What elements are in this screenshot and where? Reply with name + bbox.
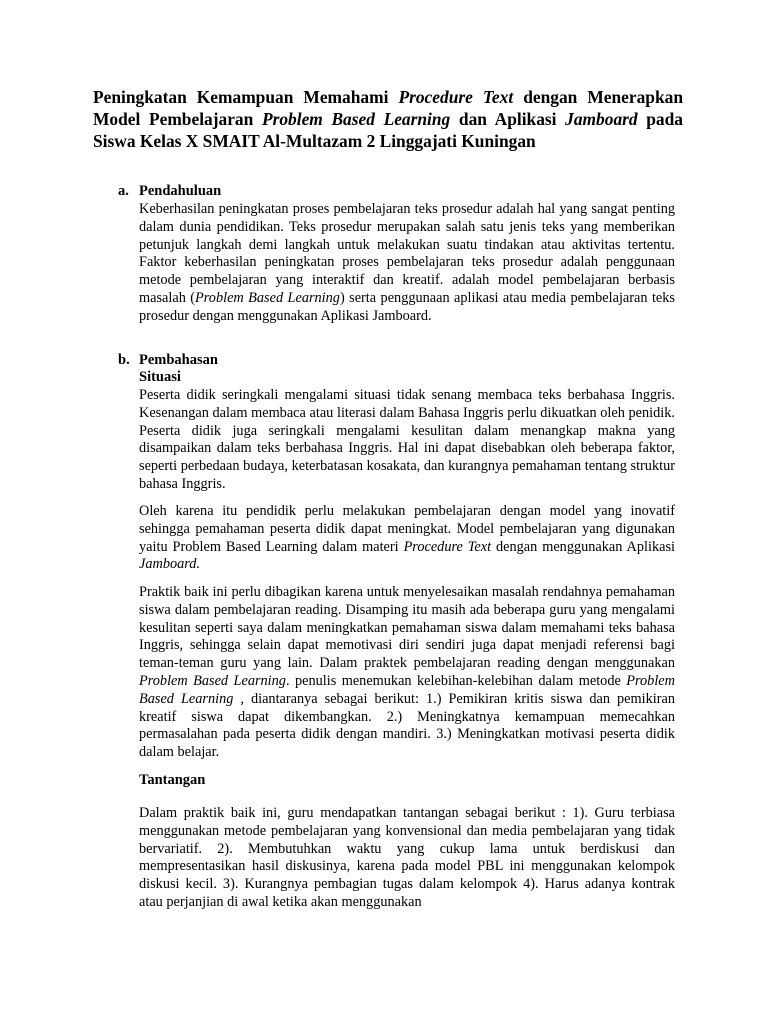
section-b-title: Pembahasan: [139, 352, 218, 368]
pendahuluan-paragraph: Keberhasilan peningkatan proses pembelajaran teks prosedur adalah hal yang sangat penting dalam dunia pendidikan. Teks prosedur merupakan salah satu jenis teks yang memberikan petunjuk langkah demi langkah untuk melakukan suatu tindakan atau aktivitas tertentu. Faktor keberhasilan peningkatan proses pembelajaran teks prosedur adalah penggunaan metode pembelajaran yang interaktif dan kreatif. adalah model pembelajaran berbasis masalah (Problem Based Learning) serta penggunaan aplikasi atau media pembelajaran teks prosedur dengan menggunakan Aplikasi Jamboard.: [139, 201, 675, 324]
situasi-paragraph-3: Praktik baik ini perlu dibagikan karena untuk menyelesaikan masalah rendahnya pemahaman siswa dalam pembelajaran reading. Disamping itu masih ada beberapa guru yang mengalami kesulitan seperti saya dalam meningkatkan pemahaman siswa dalam memahami teks bahasa Inggris, sehingga selain dapat memotivasi diri sendiri juga dapat menjadi referensi bagi teman-teman guru yang lain. Dalam praktek pembelajaran reading dengan menggunakan Problem Based Learning. penulis menemukan kelebihan-kelebihan dalam metode Problem Based Learning , diantaranya sebagai berikut: 1.) Pemikiran kritis siswa dan pemikiran kreatif siswa dapat dikembangkan. 2.) Meningkatnya kemampuan memecahkan permasalahan pada peserta didik dengan mandiri. 3.) Meningkatkan motivasi peserta didik dalam belajar.: [139, 584, 675, 761]
situasi-paragraph-2: Oleh karena itu pendidik perlu melakukan pembelajaran dengan model yang inovatif sehingga pemahaman peserta didik dapat meningkat. Model pembelajaran yang digunakan yaitu Problem Based Learning dalam materi Procedure Text dengan menggunakan Aplikasi Jamboard.: [139, 503, 675, 573]
section-b-marker: b.: [118, 352, 130, 368]
section-a-marker: a.: [118, 183, 129, 199]
situasi-paragraph-1: Peserta didik seringkali mengalami situasi tidak senang membaca teks berbahasa Inggris. Kesenangan dalam membaca atau literasi dalam Bahasa Inggris perlu dikuatkan oleh penidik. Peserta didik juga seringkali mengalami kesulitan dalam menangkap makna yang disampaikan dalam teks berbahasa Inggris. Hal ini dapat disebabkan oleh beberapa faktor, seperti perbedaan budaya, keterbatasan kosakata, dan kurangnya pemahaman tentang struktur bahasa Inggris.: [139, 387, 675, 492]
situasi-heading: Situasi: [139, 369, 181, 385]
tantangan-paragraph: Dalam praktik baik ini, guru mendapatkan tantangan sebagai berikut : 1). Guru terbiasa menggunakan metode pembelajaran yang konvensional dan media pembelajaran yang tidak bervariatif. 2). Membutuhkan waktu yang cukup lama untuk berdiskusi dan mempresentasikan hasil diskusinya, karena pada model PBL ini menggunakan kelompok diskusi kecil. 3). Kurangnya pembagian tugas dalam kelompok 4). Harus adanya kontrak atau perjanjian di awal ketika akan menggunakan: [139, 805, 675, 910]
document-title: Peningkatan Kemampuan Memahami Procedure Text dengan Menerapkan Model Pembelajaran Problem Based Learning dan Aplikasi Jamboard pada Siswa Kelas X SMAIT Al-Multazam 2 Linggajati Kuningan: [93, 87, 683, 151]
section-b-heading: [118, 352, 218, 369]
section-a-heading: [118, 183, 221, 200]
tantangan-heading: Tantangan: [139, 772, 206, 788]
section-a-title: Pendahuluan: [139, 183, 222, 199]
